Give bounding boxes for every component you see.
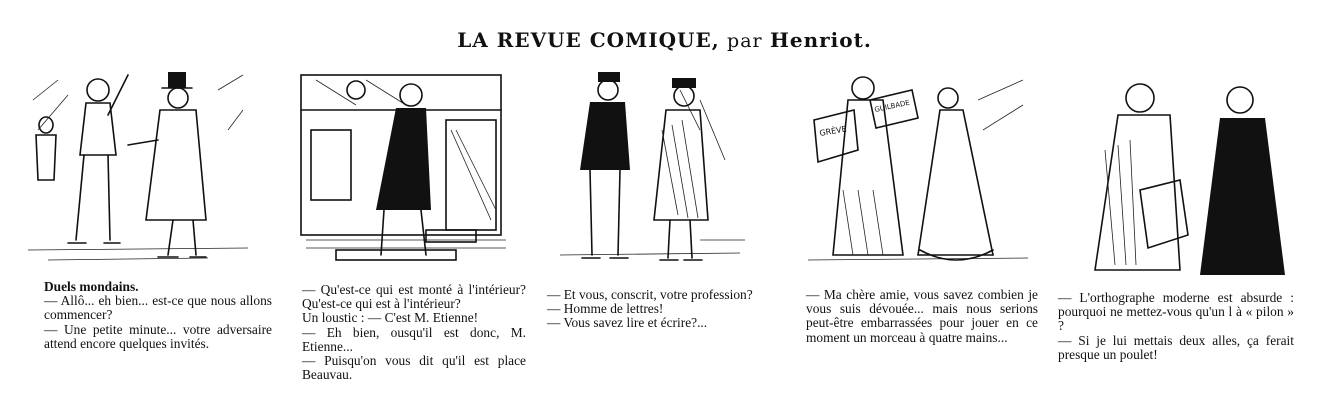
spelling-scene-illustration (1070, 70, 1300, 275)
title-by: par (727, 30, 763, 52)
duel-scene-illustration (28, 70, 248, 270)
caption-line: — Ma chère amie, vous savez combien je vous suis dévouée... mais nous serions peut-être embarrassées pour jouer en ce moment un morceau à quatre mains... (806, 287, 1038, 345)
caption-line: — Eh bien, ousqu'il est donc, M. Etienne... (302, 324, 526, 354)
two-ladies-scene-illustration (808, 70, 1028, 270)
caption-4 (806, 288, 1038, 345)
caption-line: — Allô... eh bien... est-ce que nous allons commencer? (44, 293, 272, 323)
caption-1 (44, 280, 272, 351)
caption-line: — Puisqu'on vous dit qu'il est place Beauvau. (302, 353, 526, 383)
caption-5 (1058, 291, 1294, 362)
panel-2 (296, 70, 516, 270)
caption-line: — Si je lui mettais deux alles, ça ferait presque un poulet! (1058, 332, 1294, 362)
caption-3 (547, 288, 762, 331)
carriage-scene-illustration (296, 70, 516, 270)
panel-1 (28, 70, 248, 270)
caption-2 (302, 283, 526, 382)
caption-line: — Vous savez lire et écrire?... (547, 315, 708, 331)
caption-line: — L'orthographe moderne est absurde : pourquoi ne mettez-vous qu'un l à « pilon » ? (1058, 290, 1294, 334)
sign-right-text: GUILBADE (873, 98, 911, 114)
title-main: LA REVUE COMIQUE, (457, 28, 720, 52)
caption-line: Duels mondains. (44, 279, 139, 294)
panel-5 (1070, 70, 1300, 275)
caption-line: — Une petite minute... votre adversaire attend encore quelques invités. (44, 321, 272, 351)
panel-3 (550, 70, 750, 270)
page-title (0, 28, 1329, 52)
caption-line: — Homme de lettres! (547, 301, 664, 317)
sign-left-text: GRÈVE (818, 124, 848, 138)
caption-line: — Qu'est-ce qui est monté à l'intérieur? Qu'est-ce qui est à l'intérieur? (302, 282, 526, 312)
panel-4 (808, 70, 1028, 270)
caption-line: — Et vous, conscrit, votre profession? (547, 287, 753, 302)
caption-line: Un loustic : — C'est M. Etienne! (302, 310, 479, 326)
title-author: Henriot. (769, 28, 872, 52)
conscript-scene-illustration (550, 70, 750, 270)
